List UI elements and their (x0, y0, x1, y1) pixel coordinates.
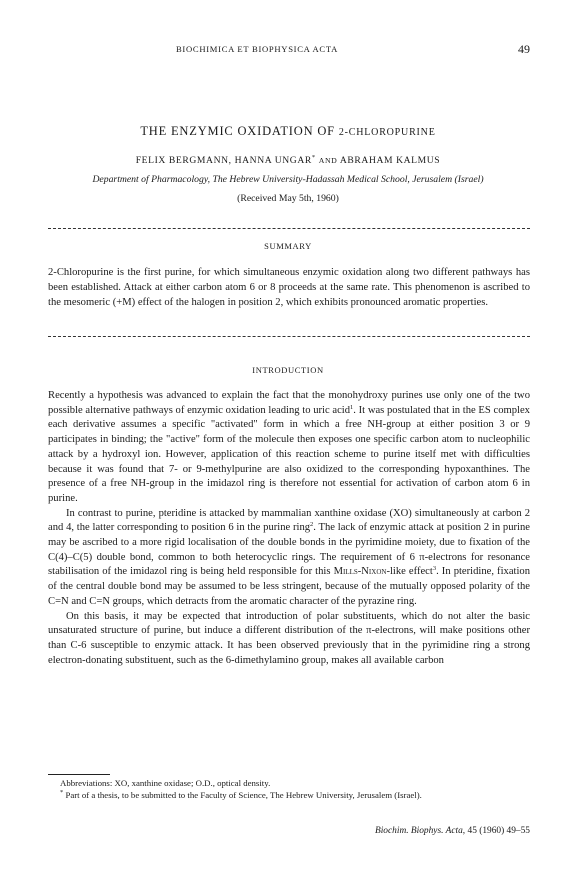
author-list (0, 155, 576, 166)
intro-paragraph-1: Recently a hypothesis was advanced to explain the fact that the monohydroxy purines use only one of the two possible alternative pathways of enzymic oxidation leading to uric acid$^1$. It was postulated that in the ES complex each derivative assumes a specific "activated" form in which a free NH-group at either position 3 or 9 participates in binding; the "active" form of the molecule then exposes one specific carbon atom to nucleophilic attack by a hydroxyl ion. However, application of this reaction scheme to purine itself met with difficulties because it was found that 7- or 9-methylpurine are also oxidized to the corresponding hypoxanthines. The presence of a free NH-group in the imidazol ring is therefore not essential for activation of carbon atom 6 in purine. (48, 390, 530, 504)
introduction-body (48, 389, 530, 668)
footnote-thesis: * Part of a thesis, to be submitted to the Faculty of Science, The Hebrew University, Jerusalem (Israel). (60, 789, 422, 800)
author-names: FELIX BERGMANN, HANNA UNGAR (135, 155, 312, 166)
citation-details: 45 (1960) 49–55 (465, 826, 530, 836)
page-number: 49 (518, 42, 530, 56)
introduction-heading: INTRODUCTION (252, 365, 324, 375)
title-compound: 2-CHLOROPURINE (338, 127, 436, 138)
citation-journal: Biochim. Biophys. Acta, (374, 826, 466, 836)
footnotes (48, 777, 530, 801)
received-date: (Received May 5th, 1960) (237, 193, 339, 204)
footnote-abbreviations: Abbreviations: XO, xanthine oxidase; O.D., optical density. (60, 778, 271, 788)
summary-heading: SUMMARY (264, 241, 312, 251)
author-footnote-mark: * (311, 154, 316, 161)
summary-text: 2-Chloropurine is the first purine, for which simultaneous enzymic oxidation along two different pathways has been established. Attack at either carbon atom 6 or 8 proceeds at the same rate. This phenomenon is ascribed to the mesomeric (+M) effect of the halogen in position 2, which exhibits pronounced aromatic properties. (48, 267, 530, 309)
reference-mark: 2 (310, 521, 314, 529)
author-last: ABRAHAM KALMUS (339, 155, 441, 166)
affiliation: Department of Pharmacology, The Hebrew University-Hadassah Medical School, Jerusalem (Israel) (92, 174, 484, 185)
divider-top (48, 228, 530, 229)
intro-paragraph-3: On this basis, it may be expected that introduction of polar substituents, which do not alter the basic unsaturated structure of purine, but induce a different distribution of the π-electrons, will make positions other than C-6 susceptible to enzymic attack. It has been observed previously that in the pyrimidine ring a strong electron-donating substituent, such as the 6-dimethylamino group, makes all available carbon (48, 610, 530, 666)
author-and: AND (318, 156, 338, 165)
mills-nixon-name: Mills-Nixon (333, 566, 387, 578)
article-title (0, 124, 576, 139)
footnote-rule (48, 774, 110, 775)
intro-paragraph-2: In contrast to purine, pteridine is attacked by mammalian xanthine oxidase (XO) simultaneously at carbon 2 and 4, the latter corresponding to position 6 in the purine ring$^2$. The lack of enzymic attack at position 2 in purine may be ascribed to a more rigid localisation of the double bonds in the pyrimidine moiety, due to fixation of the C(4)–C(5) double bond, common to both heterocyclic rings. The requirement of 6 π-electrons for resonance stabilisation of the imidazol ring is being held responsible for this Mills-Nixon-like effect$^3$. In pteridine, fixation of the central double bond may be assumed to be less stringent, because of the mutually opposed polarity of the C=N and C=N groups, which detracts from the aromatic character of the pyrazine ring. (48, 507, 531, 607)
reference-mark: 1 (350, 403, 354, 411)
journal-citation (375, 826, 530, 836)
running-head (0, 44, 576, 58)
footnote-star: * (60, 789, 64, 796)
reference-mark: 3 (432, 565, 437, 573)
divider-bottom (48, 336, 530, 337)
title-main: THE ENZYMIC OXIDATION OF (140, 124, 339, 138)
journal-name: BIOCHIMICA ET BIOPHYSICA ACTA (176, 44, 338, 54)
